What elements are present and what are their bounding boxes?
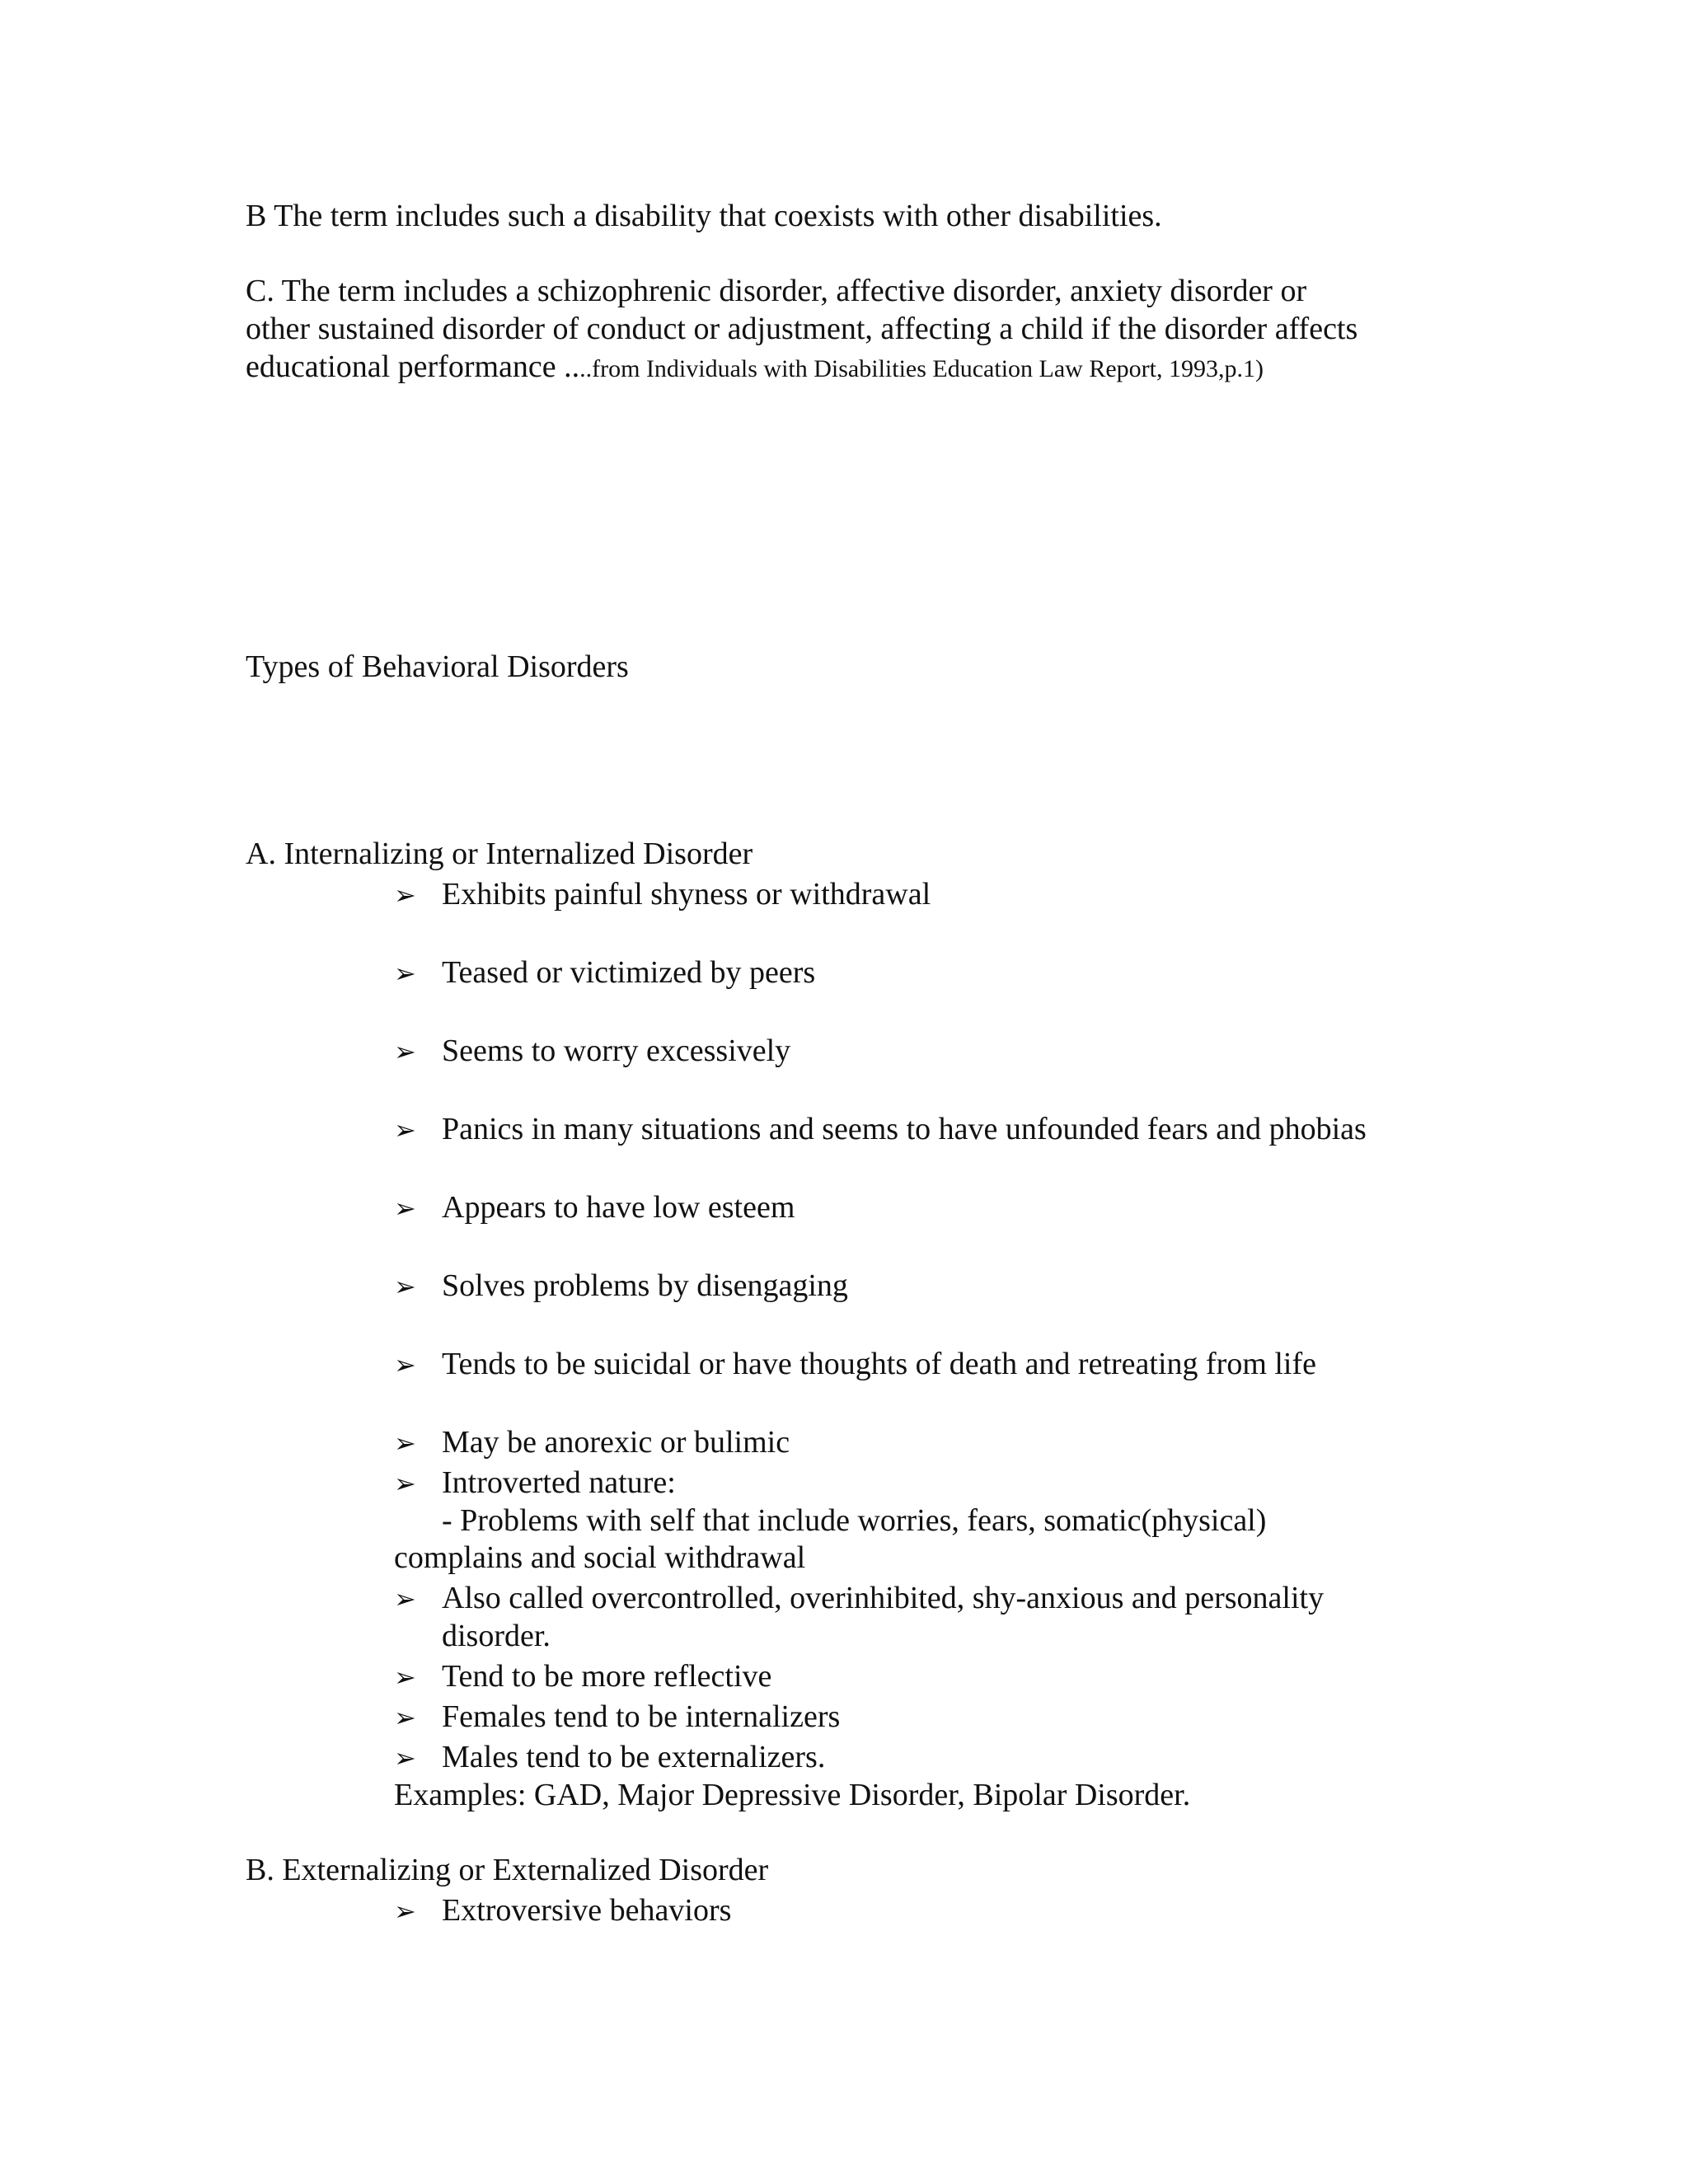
arrow-bullet-icon: ➢ bbox=[394, 1583, 416, 1615]
list-item bbox=[394, 1110, 1367, 1149]
arrow-bullet-icon: ➢ bbox=[394, 958, 416, 989]
arrow-bullet-icon: ➢ bbox=[394, 1036, 416, 1067]
list-item bbox=[394, 875, 931, 914]
arrow-bullet-icon: ➢ bbox=[394, 879, 416, 911]
arrow-bullet-icon: ➢ bbox=[394, 1349, 416, 1380]
list-item bbox=[394, 1464, 676, 1502]
arrow-bullet-icon: ➢ bbox=[394, 1427, 416, 1459]
list-item bbox=[394, 1579, 1324, 1618]
list-item-text: Appears to have low esteem bbox=[442, 1190, 795, 1225]
list-item-text: Teased or victimized by peers bbox=[442, 955, 816, 990]
citation: ..from Individuals with Disabilities Education Law Report, 1993,p.1) bbox=[579, 355, 1264, 382]
list-item-text: Also called overcontrolled, overinhibited, shy-anxious and personality bbox=[442, 1581, 1325, 1615]
also-called-line2: disorder. bbox=[442, 1619, 551, 1653]
introverted-detail-line1: - Problems with self that include worries, fears, somatic(physical) bbox=[442, 1503, 1267, 1538]
arrow-bullet-icon: ➢ bbox=[394, 1468, 416, 1499]
list-item-text: Seems to worry excessively bbox=[442, 1033, 791, 1068]
section-title: Types of Behavioral Disorders bbox=[246, 649, 629, 684]
list-item bbox=[394, 1188, 795, 1227]
arrow-bullet-icon: ➢ bbox=[394, 1271, 416, 1302]
arrow-bullet-icon: ➢ bbox=[394, 1193, 416, 1224]
examples-line: Examples: GAD, Major Depressive Disorder, Bipolar Disorder. bbox=[394, 1778, 1191, 1812]
list-item bbox=[394, 1267, 848, 1305]
list-item-text: Panics in many situations and seems to have unfounded fears and phobias bbox=[442, 1112, 1367, 1146]
list-item-text: Males tend to be externalizers. bbox=[442, 1740, 826, 1774]
list-item bbox=[394, 1032, 790, 1071]
list-item-text: Extroversive behaviors bbox=[442, 1893, 732, 1928]
list-item-text: Tend to be more reflective bbox=[442, 1659, 772, 1694]
paragraph-b: B The term includes such a disability that coexists with other disabilities. bbox=[246, 199, 1162, 233]
arrow-bullet-icon: ➢ bbox=[394, 1661, 416, 1693]
list-item-text: Tends to be suicidal or have thoughts of death and retreating from life bbox=[442, 1347, 1317, 1381]
list-item bbox=[394, 1698, 840, 1736]
list-item-text: Solves problems by disengaging bbox=[442, 1268, 848, 1303]
paragraph-c-line1: C. The term includes a schizophrenic disorder, affective disorder, anxiety disorder or bbox=[246, 274, 1307, 308]
arrow-bullet-icon: ➢ bbox=[394, 1114, 416, 1146]
paragraph-c-line3-main: educational performance .. bbox=[246, 349, 580, 384]
list-item-text: May be anorexic or bulimic bbox=[442, 1425, 790, 1460]
list-item bbox=[394, 954, 815, 992]
list-item bbox=[394, 1345, 1316, 1384]
section-a-heading: A. Internalizing or Internalized Disorder bbox=[246, 837, 753, 871]
list-item bbox=[394, 1657, 771, 1696]
introverted-detail-line2: complains and social withdrawal bbox=[394, 1540, 806, 1575]
list-item bbox=[394, 1891, 731, 1930]
section-b-heading: B. Externalizing or Externalized Disorder bbox=[246, 1853, 769, 1887]
arrow-bullet-icon: ➢ bbox=[394, 1702, 416, 1733]
paragraph-c-line3 bbox=[246, 348, 1264, 388]
list-item-text: Females tend to be internalizers bbox=[442, 1699, 841, 1734]
list-item bbox=[394, 1423, 790, 1462]
list-item bbox=[394, 1738, 825, 1777]
list-item-text: Exhibits painful shyness or withdrawal bbox=[442, 877, 931, 912]
paragraph-c-line2: other sustained disorder of conduct or adjustment, affecting a child if the disorder affects bbox=[246, 312, 1358, 346]
arrow-bullet-icon: ➢ bbox=[394, 1742, 416, 1774]
list-item-text: Introverted nature: bbox=[442, 1465, 676, 1500]
arrow-bullet-icon: ➢ bbox=[394, 1896, 416, 1927]
